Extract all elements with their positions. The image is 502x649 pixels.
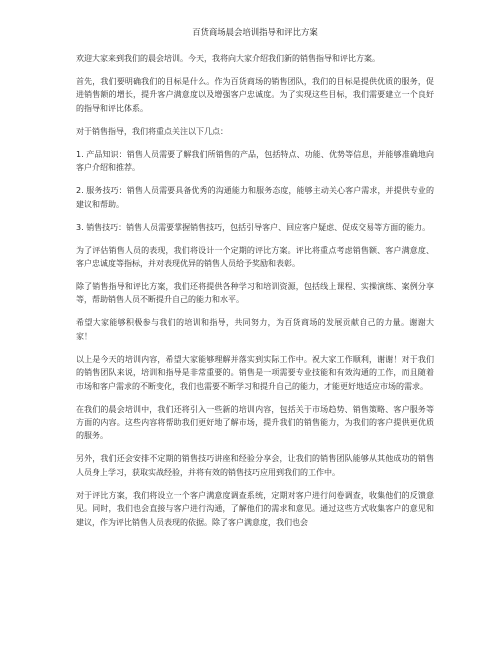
paragraph-text: 服务技巧：销售人员需要具备优秀的沟通能力和服务态度，能够主动关心客户需求，并提供专业的建议和帮助。 (76, 186, 435, 209)
paragraph (76, 244, 434, 271)
paragraph (76, 280, 434, 307)
paragraph-number: 1. (76, 149, 84, 159)
paragraph-text: 欢迎大家来到我们的晨会培训。今天，我将向大家介绍我们新的销售指导和评比方案。 (76, 54, 380, 63)
paragraph (76, 353, 434, 393)
paragraph-text: 以上是今天的培训内容，希望大家能够理解并落实到实际工作中。祝大家工作顺利，谢谢！对于我们的销售团队来说，培训和指导是非常重要的。销售是一项需要专业技能和有效沟通的工作，而且随着市场和客户需求的不断变化，我们也需要不断学习和提升自己的能力，才能更好地适应市场的需求。 (76, 354, 434, 391)
numbered-paragraph (76, 221, 434, 234)
paragraph-text: 销售技巧：销售人员需要掌握销售技巧，包括引导客户、回应客户疑虑、促成交易等方面的能力。 (86, 222, 431, 232)
paragraph (76, 75, 434, 115)
paragraph-text: 对于评比方案，我们将设立一个客户满意度调查系统，定期对客户进行问卷调查，收集他们的反馈意见。同时，我们也会直接与客户进行沟通，了解他们的需求和意见。通过这些方式收集客户的意见和建议，作为评比销售人员表现的依据。除了客户满意度，我们也会 (76, 490, 434, 527)
paragraph-text: 希望大家能够积极参与我们的培训和指导，共同努力，为百货商场的发展贡献自己的力量。谢谢大家！ (76, 318, 434, 341)
paragraph-text: 首先，我们要明确我们的目标是什么。作为百货商场的销售团队，我们的目标是提供优质的服务，促进销售额的增长，提升客户满意度以及增强客户忠诚度。为了实现这些目标，我们需要建立一个良好的指导和评比体系。 (76, 77, 434, 113)
paragraph (76, 403, 434, 443)
paragraph-text: 为了评估销售人员的表现，我们将设计一个定期的评比方案。评比将重点考虑销售额、客户满意度、客户忠诚度等指标，并对表现优异的销售人员给予奖励和表彰。 (76, 245, 434, 269)
numbered-paragraph (76, 148, 434, 175)
paragraph-text: 除了销售指导和评比方案，我们还将提供各种学习和培训资源，包括线上课程、实操演练、案例分享等，帮助销售人员不断提升自己的能力和水平。 (76, 282, 434, 305)
paragraph-number: 3. (76, 222, 84, 232)
document-body (76, 52, 434, 529)
paragraph-number: 2. (76, 186, 84, 196)
paragraph (76, 489, 434, 529)
paragraph (76, 316, 434, 343)
paragraph-text: 产品知识：销售人员需要了解我们所销售的产品，包括特点、功能、优势等信息，并能够准确地向客户介绍和推荐。 (76, 149, 435, 173)
paragraph-text: 在我们的晨会培训中，我们还将引入一些新的培训内容，包括关于市场趋势、销售策略、客户服务等方面的内容。这些内容将帮助我们更好地了解市场，提升我们的销售能力，为我们的客户提供更优质的服务。 (76, 404, 434, 441)
paragraph (76, 125, 434, 138)
paragraph (76, 452, 434, 479)
document-title: 百货商场晨会培训指导和评比方案 (192, 27, 318, 37)
paragraph (76, 52, 434, 65)
paragraph-text: 对于销售指导，我们将重点关注以下几点： (76, 126, 228, 136)
numbered-paragraph (76, 184, 434, 211)
paragraph-text: 另外，我们还会安排不定期的销售技巧讲座和经验分享会，让我们的销售团队能够从其他成功的销售人员身上学习，获取实战经验，并将有效的销售技巧应用到我们的工作中。 (76, 454, 434, 477)
